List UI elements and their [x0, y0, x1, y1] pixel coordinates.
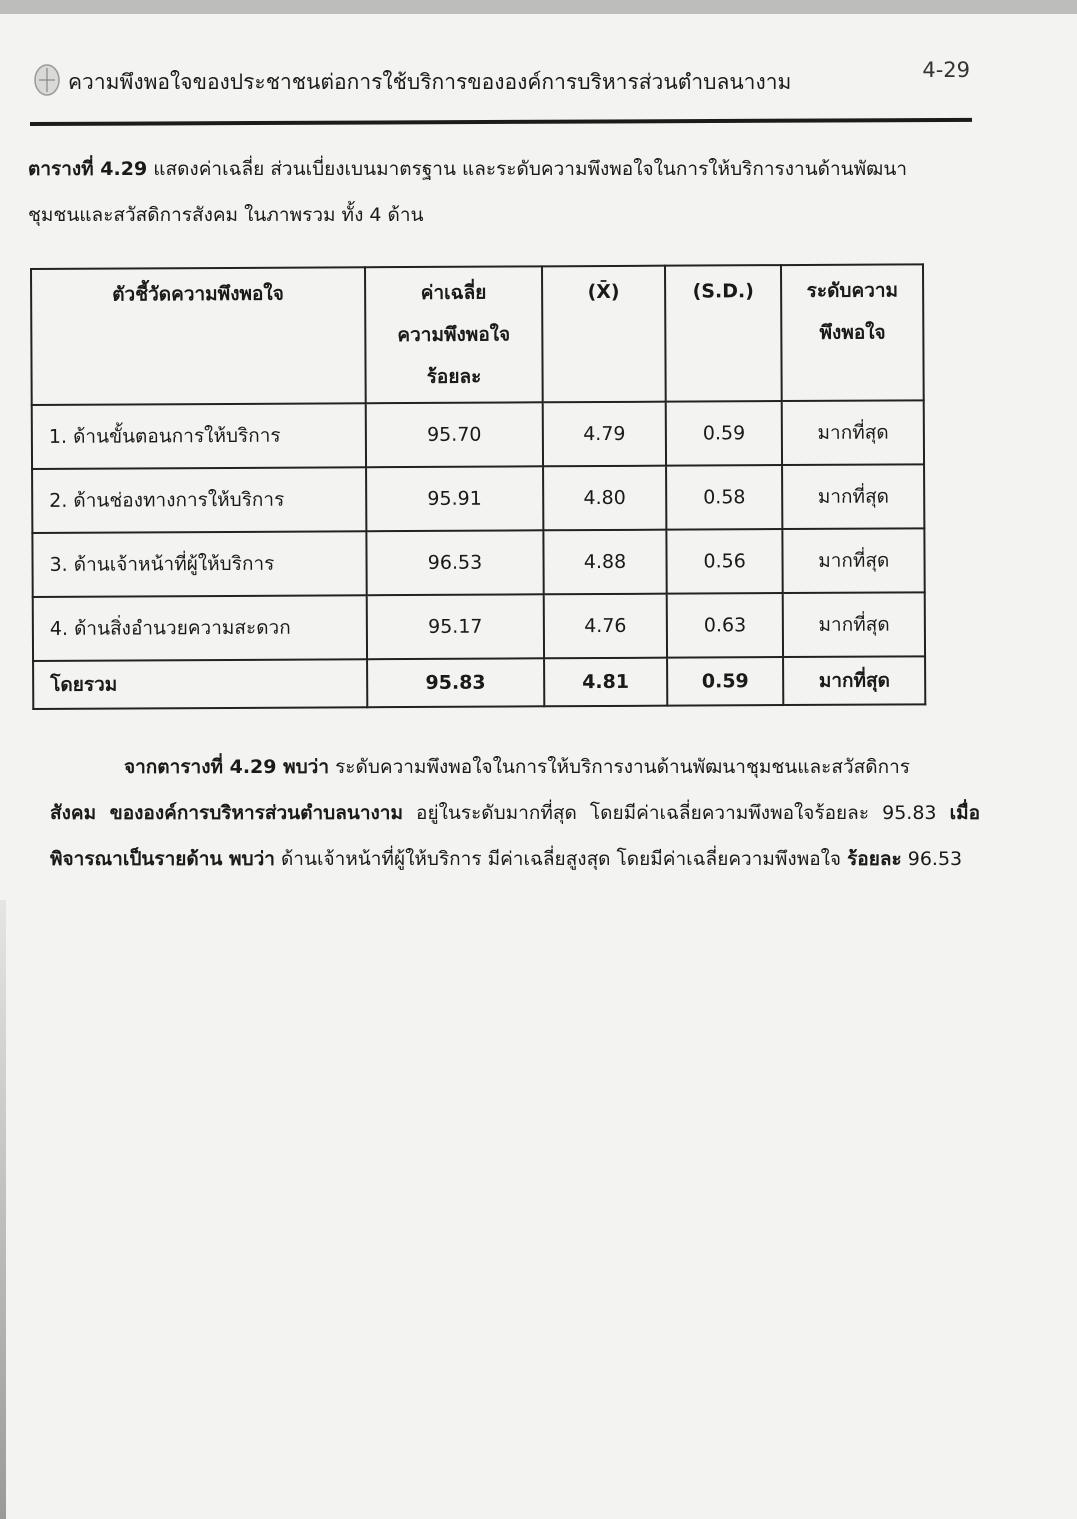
- summary-paragraph: [50, 744, 980, 882]
- table-caption-label: ตารางที่ 4.29: [28, 158, 148, 180]
- row-indicator: 4. ด้านสิ่งอำนวยความสะดวก: [33, 595, 367, 661]
- row-level: มากที่สุด: [782, 464, 924, 529]
- row-sd: 0.59: [666, 401, 783, 466]
- satisfaction-table: [30, 263, 926, 710]
- row-level: มากที่สุด: [783, 528, 925, 593]
- row-percent: 96.53: [366, 530, 544, 595]
- header-mean: (X̄): [542, 266, 665, 403]
- table-row: [32, 400, 924, 469]
- table-row: [32, 528, 924, 597]
- scan-binding-edge: [0, 900, 6, 1519]
- table-row: [32, 464, 924, 533]
- header-indicator: ตัวชี้วัดความพึงพอใจ: [31, 267, 365, 405]
- row-sd: 0.58: [666, 465, 783, 530]
- page-number: 4-29: [922, 58, 970, 82]
- row-indicator: 3. ด้านเจ้าหน้าที่ผู้ให้บริการ: [32, 531, 366, 597]
- header-rule: [30, 118, 972, 126]
- row-sd: 0.56: [666, 529, 783, 594]
- header-level: ระดับความ พึงพอใจ: [781, 264, 923, 401]
- row-mean: 4.76: [544, 594, 667, 659]
- summary-first-line: [50, 744, 980, 790]
- row-level: มากที่สุด: [782, 400, 924, 465]
- table-row: [33, 592, 925, 661]
- row-mean: 4.79: [543, 402, 666, 467]
- summary-part7: 96.53: [901, 848, 963, 870]
- header-sd: (S.D.): [665, 265, 782, 402]
- table-caption-text: แสดงค่าเฉลี่ย ส่วนเบี่ยงเบนมาตรฐาน และระดับความพึงพอใจในการให้บริการงานด้านพัฒนาชุมชนและสวัสดิการสังคม ในภาพรวม ทั้ง 4 ด้าน: [28, 158, 907, 226]
- table-total-row: [33, 656, 925, 709]
- row-level: มากที่สุด: [783, 592, 925, 657]
- summary-part6: ร้อยละ: [847, 848, 902, 870]
- total-level: มากที่สุด: [783, 656, 925, 705]
- summary-part2: สังคม ขององค์การบริหารส่วนตำบลนางาม: [50, 802, 403, 824]
- total-indicator: โดยรวม: [33, 659, 367, 709]
- summary-lead: จากตารางที่ 4.29 พบว่า: [124, 756, 330, 778]
- scan-top-edge: [0, 0, 1077, 14]
- row-percent: 95.70: [365, 402, 543, 467]
- total-sd: 0.59: [667, 657, 784, 706]
- row-percent: 95.17: [366, 594, 544, 659]
- table-header-row: [31, 264, 924, 405]
- row-percent: 95.91: [366, 466, 544, 531]
- summary-part4: เมื่อพิจารณาเป็นรายด้าน พบว่า: [50, 802, 981, 870]
- total-percent: 95.83: [367, 658, 545, 707]
- running-title: ความพึงพอใจของประชาชนต่อการใช้บริการขององค์การบริหารส่วนตำบลนางาม: [68, 70, 792, 94]
- row-indicator: 2. ด้านช่องทางการให้บริการ: [32, 467, 366, 533]
- header-percent: ค่าเฉลี่ย ความพึงพอใจ ร้อยละ: [365, 266, 543, 403]
- row-mean: 4.80: [543, 466, 666, 531]
- page-header: [30, 56, 980, 100]
- row-sd: 0.63: [667, 593, 784, 658]
- row-indicator: 1. ด้านขั้นตอนการให้บริการ: [32, 403, 366, 469]
- summary-part5: ด้านเจ้าหน้าที่ผู้ให้บริการ มีค่าเฉลี่ยสูงสุด โดยมีค่าเฉลี่ยความพึงพอใจ: [274, 848, 848, 870]
- summary-part1: ระดับความพึงพอใจในการให้บริการงานด้านพัฒนาชุมชนและสวัสดิการ: [329, 756, 910, 778]
- summary-part3: อยู่ในระดับมากที่สุด โดยมีค่าเฉลี่ยความพึงพอใจร้อยละ 95.83: [402, 802, 950, 824]
- table-caption: [28, 146, 948, 238]
- total-mean: 4.81: [544, 658, 667, 707]
- seal-logo-icon: [30, 62, 64, 96]
- row-mean: 4.88: [543, 530, 666, 595]
